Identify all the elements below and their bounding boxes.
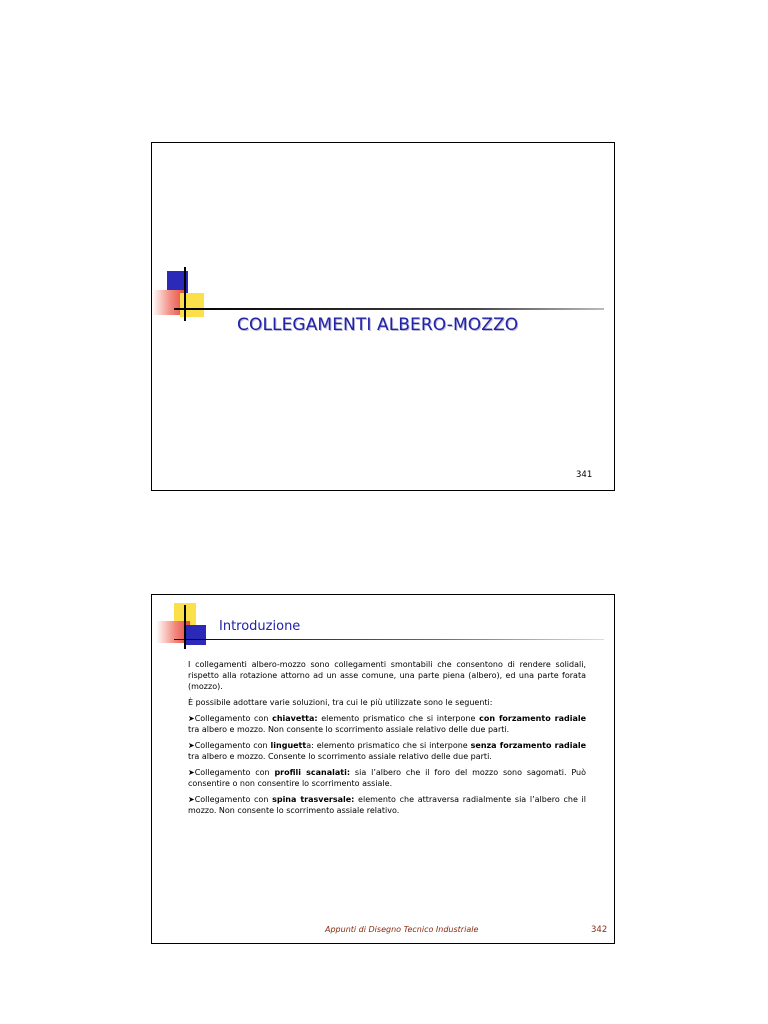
section-title: Introduzione: [219, 619, 301, 634]
intro-paragraph: I collegamenti albero-mozzo sono collegamenti smontabili che consentono di rendere solidali, rispetto alla rotazione attorno ad un asse comune, una parte piena (albero), ed una parte forata (mozzo).: [188, 660, 586, 691]
page-number: 342: [591, 925, 608, 935]
slide-logo-decoration: [152, 267, 212, 327]
bullet-profili-scanalati: ➤Collegamento con profili scanalati: sia l’albero che il foro del mozzo sono sagomati. Può consentire o non consentire lo scorrimento assiale.: [188, 768, 587, 788]
title-underline: [174, 308, 604, 310]
logo-vertical-line: [184, 267, 186, 321]
slide-footer: Appunti di Disegno Tecnico Industriale: [325, 925, 479, 934]
slide-title: COLLEGAMENTI ALBERO-MOZZO: [237, 315, 519, 335]
slide-logo-decoration: [152, 603, 222, 653]
slide-341: [151, 142, 615, 491]
options-paragraph: È possibile adottare varie soluzioni, tra cui le più utilizzate sono le seguenti:: [188, 698, 493, 707]
logo-vertical-line: [184, 605, 186, 649]
page-number: 341: [576, 470, 593, 480]
title-underline: [174, 639, 604, 640]
bullet-linguetta: ➤Collegamento con linguetta: elemento prismatico che si interpone senza forzamento radiale tra albero e mozzo. Consente lo scorrimento assiale relativo delle due parti.: [188, 741, 587, 761]
slide-342: [151, 594, 615, 944]
bullet-spina-trasversale: ➤Collegamento con spina trasversale: elemento che attraversa radialmente sia l’albero che il mozzo. Non consente lo scorrimento assiale relativo.: [188, 795, 586, 815]
slide-body: [188, 659, 586, 821]
logo-blue-square: [186, 625, 206, 645]
bullet-chiavetta: ➤Collegamento con chiavetta: elemento prismatico che si interpone con forzamento radiale tra albero e mozzo. Non consente lo scorrimento assiale relativo delle due parti.: [188, 714, 587, 734]
